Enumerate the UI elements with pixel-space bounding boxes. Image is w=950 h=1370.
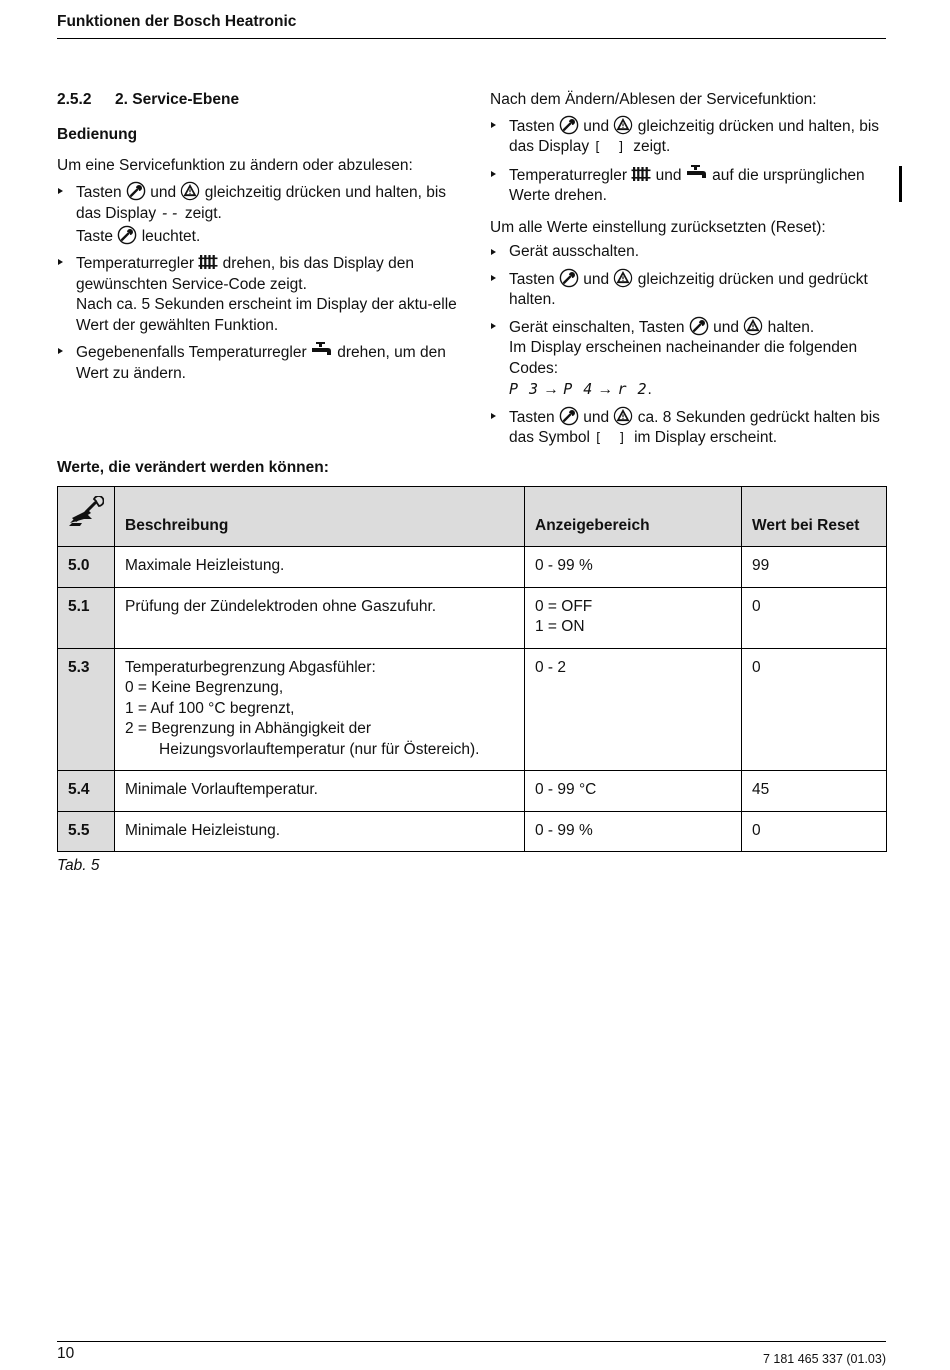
- service-wrench-icon: [689, 316, 709, 336]
- row-code: 5.0: [58, 547, 115, 588]
- step-text: und: [583, 117, 610, 135]
- row-reset: 0: [742, 587, 887, 648]
- step-text: drehen, bis das Display den gewünschten Service-Code zeigt.: [76, 255, 414, 293]
- step-text: Tasten: [76, 183, 122, 201]
- step-text: auf die ursprünglichen Werte drehen.: [509, 166, 865, 204]
- row-reset: 99: [742, 547, 887, 588]
- service-wrench-icon: [559, 115, 579, 135]
- row-reset: 0: [742, 811, 887, 852]
- row-description: [115, 811, 525, 852]
- range-line: 0 - 99 °C: [535, 781, 597, 798]
- step-text: und: [655, 166, 682, 184]
- step-text: zeigt.: [184, 205, 222, 222]
- step-list: [490, 115, 886, 207]
- row-code: 5.5: [58, 811, 115, 852]
- step-text: ca. 8 Sekunden gedrückt halten bis das Symbol: [509, 408, 880, 446]
- description-line: 0 = Keine Begrenzung,: [125, 679, 284, 696]
- row-description: [115, 587, 525, 648]
- step-text: zeigt.: [633, 138, 671, 155]
- list-item: [57, 181, 457, 248]
- warning-triangle-icon: [743, 316, 763, 336]
- table-row: [58, 811, 887, 852]
- arrow-icon: →: [597, 381, 614, 398]
- row-code: 5.1: [58, 587, 115, 648]
- description-line: Heizungsvorlauftemperatur (nur für Östereich).: [159, 740, 480, 758]
- list-item: [57, 341, 457, 384]
- section-title: 2. Service-Ebene: [115, 91, 240, 108]
- row-code: 5.3: [58, 648, 115, 771]
- list-item: [490, 115, 886, 159]
- header-range: Anzeigebereich: [525, 487, 742, 547]
- table-title: Werte, die verändert werden können:: [57, 459, 329, 476]
- range-line: 1 = ON: [535, 618, 585, 635]
- service-wrench-icon: [559, 268, 579, 288]
- display-code: P 4: [563, 380, 594, 398]
- step-list: [57, 181, 457, 385]
- row-code: 5.4: [58, 771, 115, 812]
- list-item: [490, 164, 886, 207]
- header-icon-cell: [58, 487, 115, 547]
- service-wrench-icon: [126, 181, 146, 201]
- description-line: Minimale Vorlauftemperatur.: [125, 781, 318, 798]
- reset-intro: Um alle Werte einstellung zurücksetzten (Reset):: [490, 218, 826, 236]
- description-line: Prüfung der Zündelektroden ohne Gaszufuhr.: [125, 597, 437, 615]
- display-code: r 2: [617, 380, 648, 398]
- right-column: [490, 90, 886, 455]
- step-text: und: [713, 318, 739, 336]
- step-text: und: [583, 270, 610, 288]
- table-caption: Tab. 5: [57, 857, 100, 874]
- arrow-icon: →: [543, 381, 559, 398]
- warning-triangle-icon: [613, 268, 633, 288]
- step-text: leuchtet.: [141, 227, 201, 245]
- display-code: P 3: [509, 380, 540, 398]
- step-text: Tasten: [509, 117, 555, 135]
- description-line: 2 = Begrenzung in Abhängigkeit der: [125, 720, 372, 737]
- step-text: Im Display erscheinen nacheinander die folgenden Codes:: [509, 339, 858, 377]
- page-footer: [57, 1341, 886, 1366]
- step-text: und: [583, 408, 610, 426]
- subsection-title: Bedienung: [57, 125, 138, 143]
- page-number: 10: [57, 1345, 75, 1362]
- header-description: Beschreibung: [115, 487, 525, 547]
- row-description: [115, 547, 525, 588]
- list-item: [490, 268, 886, 311]
- reset-step-list: [490, 242, 886, 450]
- radiator-icon: [198, 252, 218, 272]
- list-item: [490, 242, 886, 263]
- list-item: [490, 316, 886, 401]
- row-reset: 45: [742, 771, 887, 812]
- step-text: gleichzeitig drücken und gedrückt halten.: [509, 270, 868, 308]
- step-text: Gegebenenfalls Temperaturregler: [76, 344, 307, 361]
- service-wrench-icon: [66, 496, 104, 530]
- row-description: [115, 771, 525, 812]
- change-marker-bar: [899, 166, 902, 202]
- list-item: [490, 406, 886, 450]
- step-text: Gerät ausschalten.: [509, 243, 640, 260]
- service-wrench-icon: [559, 406, 579, 426]
- row-range: [525, 547, 742, 588]
- step-text: Tasten: [509, 408, 555, 426]
- step-text: halten.: [767, 318, 815, 336]
- water-tap-icon: [311, 341, 333, 361]
- step-text: gleichzeitig drücken und halten, bis das Display: [76, 183, 447, 222]
- step-text: Tasten: [509, 270, 555, 288]
- description-line: Maximale Heizleistung.: [125, 557, 285, 574]
- range-line: 0 - 99 %: [535, 821, 593, 839]
- service-wrench-icon: [117, 225, 137, 245]
- display-bracket-icon: [ ]: [593, 140, 629, 155]
- table-row: [58, 587, 887, 648]
- step-text: Taste: [76, 227, 114, 245]
- table-header-row: [58, 487, 887, 547]
- section-heading: [57, 90, 457, 111]
- row-range: [525, 648, 742, 771]
- step-text: und: [150, 183, 177, 201]
- radiator-icon: [631, 164, 651, 184]
- description-line: 1 = Auf 100 °C begrenzt,: [125, 699, 295, 717]
- step-text: Nach ca. 5 Sekunden erscheint im Display der aktu-elle Wert der gewählten Funktion.: [76, 296, 457, 334]
- water-tap-icon: [686, 164, 708, 184]
- step-text: Gerät einschalten, Tasten: [509, 318, 685, 336]
- header-reset: Wert bei Reset: [742, 487, 887, 547]
- row-range: [525, 587, 742, 648]
- left-column: [57, 90, 457, 389]
- display-segment: --: [160, 204, 181, 222]
- document-number: 7 181 465 337 (01.03): [762, 1352, 886, 1366]
- row-reset: 0: [742, 648, 887, 771]
- range-line: 0 - 99 %: [535, 557, 593, 574]
- section-number: 2.5.2: [57, 91, 92, 108]
- warning-triangle-icon: [613, 115, 633, 135]
- intro-text: Um eine Servicefunktion zu ändern oder abzulesen:: [57, 157, 413, 174]
- description-line: Temperaturbegrenzung Abgasfühler:: [125, 658, 376, 676]
- row-range: [525, 811, 742, 852]
- step-text: gleichzeitig drücken und halten, bis das Display: [509, 117, 880, 155]
- values-table: [57, 486, 887, 852]
- warning-triangle-icon: [613, 406, 633, 426]
- step-text: drehen, um den Wert zu ändern.: [76, 344, 446, 382]
- page-header: Funktionen der Bosch Heatronic: [57, 12, 886, 39]
- row-range: [525, 771, 742, 812]
- range-line: 0 = OFF: [535, 597, 593, 615]
- display-bracket-icon: [ ]: [594, 431, 630, 446]
- description-line: Minimale Heizleistung.: [125, 821, 281, 839]
- row-description: [115, 648, 525, 771]
- step-text: Temperaturregler: [509, 166, 628, 184]
- step-text: Temperaturregler: [76, 255, 195, 272]
- warning-triangle-icon: [180, 181, 200, 201]
- step-text: .: [647, 381, 652, 398]
- table-row: [58, 771, 887, 812]
- after-change-intro: Nach dem Ändern/Ablesen der Servicefunktion:: [490, 91, 817, 108]
- list-item: [57, 252, 457, 336]
- step-text: im Display erscheint.: [634, 429, 778, 446]
- table-row: [58, 547, 887, 588]
- range-line: 0 - 2: [535, 658, 567, 676]
- table-row: [58, 648, 887, 771]
